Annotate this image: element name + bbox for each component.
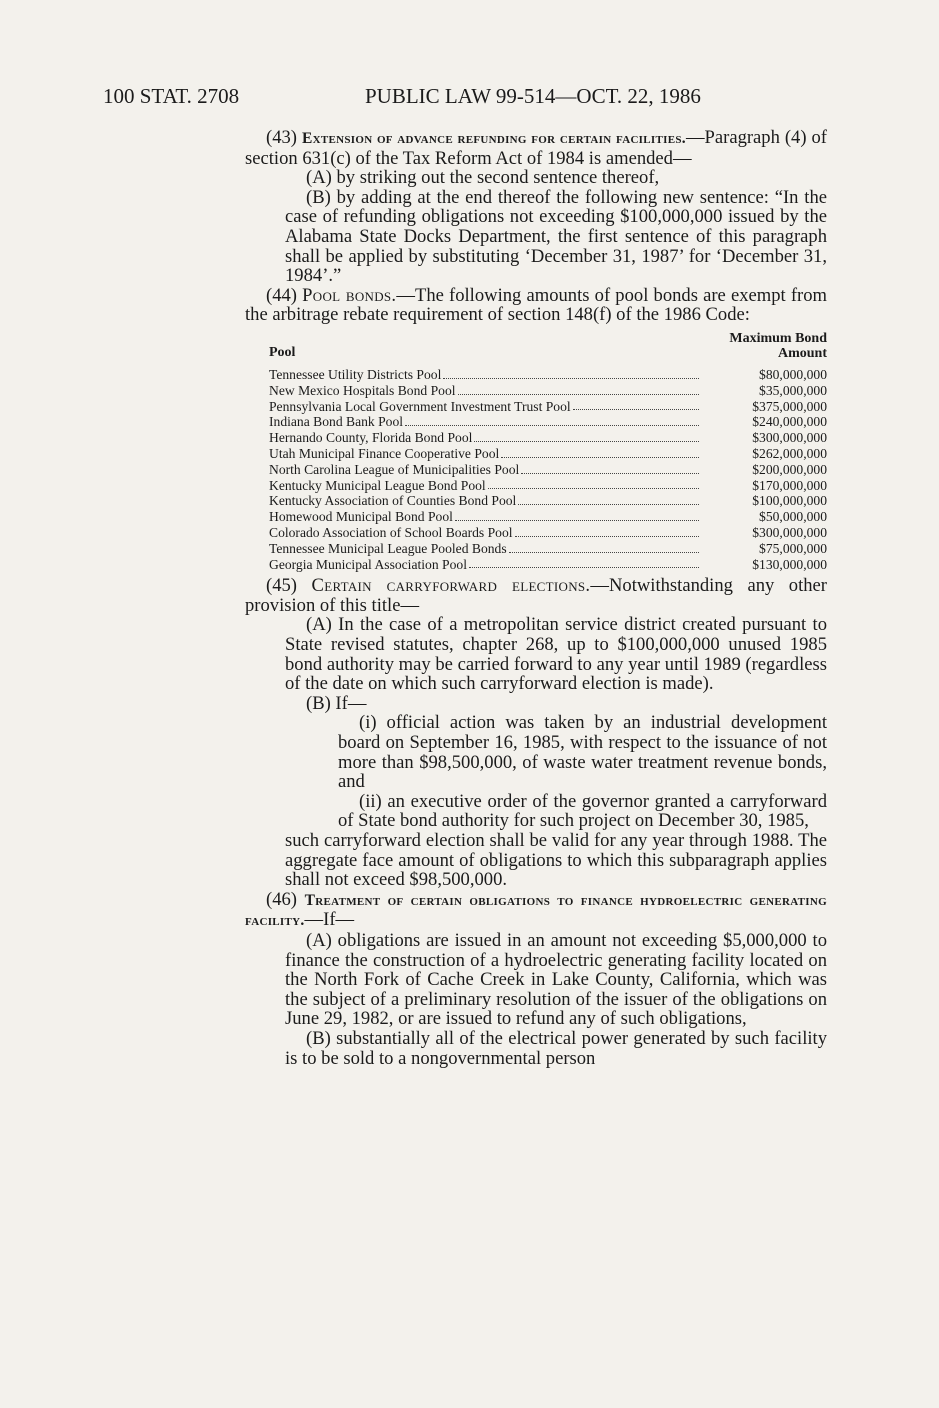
section-45-b-ii: (ii) an executive order of the governor granted a carryforward of State bond authority for such project on December 30, 1985, — [338, 790, 827, 832]
public-law-title: PUBLIC LAW 99-514—OCT. 22, 1986 — [365, 84, 701, 108]
section-45-text: —Notwithstanding any other provision of this title— — [245, 575, 827, 616]
section-43 — [245, 128, 827, 168]
dot-leader — [509, 551, 699, 553]
section-45 — [245, 576, 827, 615]
bond-amount: $75,000,000 — [759, 540, 827, 556]
dot-leader — [458, 393, 699, 395]
section-43-text: —Paragraph (4) of section 631(c) of the Tax Reform Act of 1984 is amended— — [245, 127, 827, 169]
bond-amount: $130,000,000 — [752, 556, 827, 572]
section-46-text: —If— — [304, 909, 355, 931]
pool-name: North Carolina League of Municipalities Pool — [269, 461, 520, 477]
bond-amount: $200,000,000 — [752, 461, 827, 477]
section-45-b-i: (i) official action was taken by an industrial development board on September 16, 1985, with respect to the issuance of not more than $98,500,000, of waste water treatment revenue bonds, and — [338, 712, 827, 793]
dot-leader — [488, 487, 699, 489]
column-pool-header: Pool — [269, 344, 296, 360]
pool-name: New Mexico Hospitals Bond Pool — [269, 382, 456, 398]
dot-leader — [469, 566, 699, 568]
table-row — [269, 446, 827, 462]
section-46 — [245, 890, 827, 931]
bond-amount: $300,000,000 — [752, 430, 827, 446]
section-45-a: (A) In the case of a metropolitan service district created pursuant to State revised statutes, chapter 268, up to $100,000,000 unused 1985 bond authority may be carried forward to any year until 1989 (regardless of the date on which such carryforward election is made). — [285, 614, 827, 695]
table-row — [269, 367, 827, 383]
table-row — [269, 509, 827, 525]
section-43-a: (A) by striking out the second sentence thereof, — [306, 167, 660, 189]
pool-name: Colorado Association of School Boards Pool — [269, 524, 513, 540]
table-row — [269, 493, 827, 509]
pool-bonds-table — [269, 327, 827, 572]
section-45-b-tail: such carryforward election shall be valid for any year through 1988. The aggregate face amount of obligations to which this subparagraph applies shall not exceed $98,500,000. — [285, 830, 827, 891]
table-row — [269, 525, 827, 541]
section-46-b: (B) substantially all of the electrical power generated by such facility is to be sold to a nongovernmental person — [285, 1027, 827, 1069]
bond-amount: $170,000,000 — [752, 477, 827, 493]
pool-name: Hernando County, Florida Bond Pool — [269, 430, 473, 446]
section-45-heading: Certain carryforward elections. — [311, 575, 591, 597]
pool-name: Kentucky Municipal League Bond Pool — [269, 477, 486, 493]
table-row — [269, 414, 827, 430]
section-46-number: (46) — [266, 888, 297, 910]
bond-amount: $35,000,000 — [759, 382, 827, 398]
table-rows — [269, 367, 827, 572]
document-body — [245, 128, 827, 1068]
section-44-number: (44) — [266, 284, 297, 306]
bond-amount: $300,000,000 — [752, 524, 827, 540]
section-43-number: (43) — [266, 127, 297, 148]
table-row — [269, 399, 827, 415]
table-row — [269, 478, 827, 494]
table-row — [269, 383, 827, 399]
column-amount-header-line2: Amount — [777, 345, 827, 361]
bond-amount: $375,000,000 — [752, 398, 827, 414]
section-46-heading: Treatment of certain obligations to finance hydroelectric generating facility. — [245, 891, 827, 930]
dot-leader — [521, 472, 699, 474]
dot-leader — [501, 456, 699, 458]
bond-amount: $50,000,000 — [759, 509, 827, 525]
dot-leader — [443, 377, 699, 379]
dot-leader — [474, 440, 699, 442]
pool-name: Georgia Municipal Association Pool — [269, 556, 467, 572]
section-44-heading: Pool bonds. — [302, 284, 397, 306]
section-44-text: —The following amounts of pool bonds are exempt from the arbitrage rebate requirement of section 148(f) of the 1986 Code: — [245, 284, 827, 326]
bond-amount: $240,000,000 — [752, 414, 827, 430]
dot-leader — [405, 424, 699, 426]
pool-name: Pennsylvania Local Government Investment Trust Pool — [269, 398, 571, 414]
section-44 — [245, 286, 827, 325]
table-row — [269, 430, 827, 446]
bond-amount: $80,000,000 — [759, 366, 827, 382]
section-43-heading: Extension of advance refunding for certain facilities. — [301, 130, 686, 147]
stat-page-number: 100 STAT. 2708 — [103, 84, 240, 108]
table-row — [269, 541, 827, 557]
column-amount-header-line1: Maximum Bond — [729, 330, 827, 346]
dot-leader — [573, 408, 699, 410]
table-row — [269, 557, 827, 573]
table-header — [269, 327, 827, 367]
table-row — [269, 462, 827, 478]
dot-leader — [455, 519, 699, 521]
section-45-number: (45) — [266, 575, 297, 597]
column-amount-header — [729, 331, 827, 361]
bond-amount: $100,000,000 — [752, 493, 827, 509]
section-45-b: (B) If— — [306, 692, 367, 714]
pool-name: Tennessee Utility Districts Pool — [269, 366, 442, 382]
section-43-b: (B) by adding at the end thereof the following new sentence: “In the case of refunding obligations not exceeding $100,000,000 issued by the Alabama State Docks Department, the first sentence of this paragraph shall be applied by substituting ‘December 31, 1987’ for ‘December 31, 1984’.” — [285, 186, 827, 287]
dot-leader — [515, 535, 699, 537]
pool-name: Indiana Bond Bank Pool — [269, 414, 404, 430]
pool-name: Kentucky Association of Counties Bond Pool — [269, 493, 517, 509]
pool-name: Tennessee Municipal League Pooled Bonds — [269, 540, 507, 556]
pool-name: Homewood Municipal Bond Pool — [269, 509, 453, 525]
section-46-a: (A) obligations are issued in an amount not exceeding $5,000,000 to finance the construction of a hydroelectric generating facility located on the North Fork of Cache Creek in Lake County, California, which was the subject of a preliminary resolution of the issuer of the obligations on June 29, 1982, or are issued to refund any of such obligations, — [285, 929, 827, 1030]
dot-leader — [518, 503, 699, 505]
pool-name: Utah Municipal Finance Cooperative Pool — [269, 445, 500, 461]
bond-amount: $262,000,000 — [752, 445, 827, 461]
